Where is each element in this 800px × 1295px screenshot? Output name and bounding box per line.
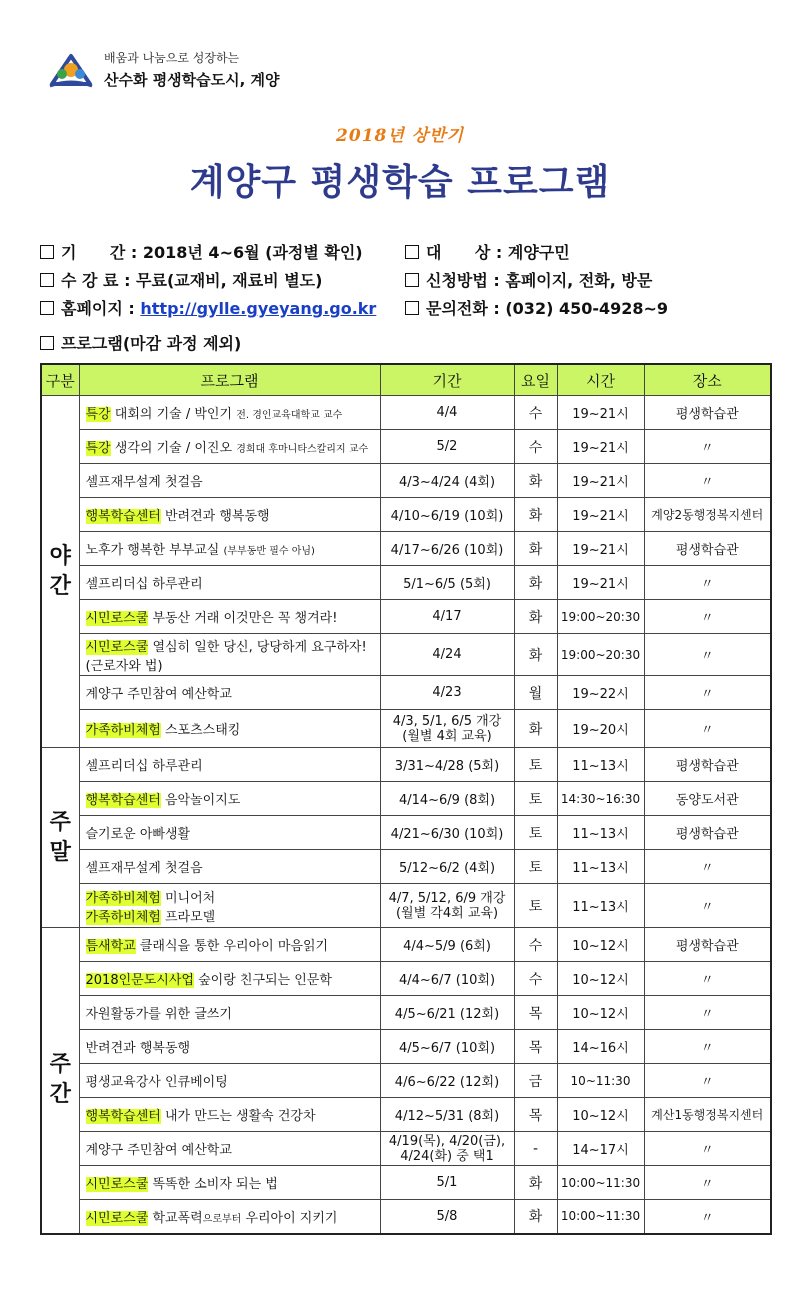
period-text: 4/14~6/9 (8회) [398,793,496,808]
time-cell: 19~21시 [557,566,644,600]
program-cell [79,566,380,600]
program-line [86,823,377,842]
place-cell: 평생학습관 [644,748,771,782]
table-row [41,498,771,532]
day-cell: 토 [514,850,557,884]
program-speaker: 이진오 [194,441,233,456]
program-title: 학교폭력 [152,1210,203,1226]
table-row [41,1166,771,1200]
day-cell: 화 [514,498,557,532]
time-cell: 14:30~16:30 [557,782,644,816]
period-cell [380,498,514,532]
checkbox-icon [405,301,419,315]
period-cell [380,748,514,782]
program-cell [79,1030,380,1064]
program-cell [79,710,380,748]
table-row [41,676,771,710]
program-line [86,573,377,592]
time-cell: 19~21시 [557,464,644,498]
day-cell: 목 [514,996,557,1030]
time-cell: 11~13시 [557,850,644,884]
program-title: (근로자와 법) [85,658,163,674]
time-cell: 19~21시 [557,498,644,532]
day-cell: 화 [514,600,557,634]
program-title: 똑똑한 소비자 되는 법 [152,1177,278,1192]
period-text: 4/17 [432,609,462,624]
period-cell [380,600,514,634]
category-char: 주 [49,809,71,835]
brand-name: 산수화 평생학습도시, 계양 [104,71,280,89]
place-cell: 〃 [644,464,771,498]
place-cell: 〃 [644,884,771,928]
day-cell: 수 [514,962,557,996]
period-text: 3/31~4/28 (5회) [394,759,500,774]
category-주간 [41,928,79,1234]
program-title: 내가 만드는 생활속 건강차 [165,1109,316,1124]
program-line [86,1139,377,1158]
program-line [86,906,377,925]
period-cell [380,962,514,996]
program-tag: 행복학습센터 [85,793,161,808]
program-tag: 가족하비체험 [85,909,161,925]
city-logo-icon [48,50,94,90]
period-cell [380,1200,514,1234]
category-주말 [41,748,79,928]
table-row [41,566,771,600]
table-row [41,850,771,884]
place-cell: 〃 [644,850,771,884]
program-cell [79,1200,380,1234]
program-title-tail: 우리아이 지키기 [241,1210,338,1226]
program-title: 생각의 기술 [114,441,182,456]
place-cell: 평생학습관 [644,396,771,430]
table-row [41,396,771,430]
period-cell [380,816,514,850]
program-line [86,1037,377,1056]
day-cell: 화 [514,532,557,566]
table-row [41,464,771,498]
time-cell: 10~12시 [557,962,644,996]
day-cell: 토 [514,884,557,928]
time-cell: 19~21시 [557,396,644,430]
program-cell [79,430,380,464]
program-title: 음악놀이지도 [165,793,241,808]
place-cell: 〃 [644,430,771,464]
table-row [41,1098,771,1132]
program-line [86,607,377,626]
place-cell: 〃 [644,1064,771,1098]
program-title: 슬기로운 아빠생활 [85,827,191,842]
period-text: 4/19(목), 4/20(금), [388,1133,506,1149]
place-cell: 평생학습관 [644,816,771,850]
time-cell: 10~11:30 [557,1064,644,1098]
program-line [86,1207,377,1226]
time-cell: 11~13시 [557,748,644,782]
program-line [86,1071,377,1090]
table-row [41,884,771,928]
place-cell: 평생학습관 [644,532,771,566]
program-heading: 프로그램(마감 과정 제외) [40,331,241,354]
checkbox-icon [405,273,419,287]
table-row [41,1064,771,1098]
day-cell: 화 [514,1166,557,1200]
period-cell [380,634,514,676]
program-tag: 가족하비체험 [85,890,161,906]
program-line [86,437,377,456]
table-row [41,962,771,996]
header-time: 시간 [557,364,644,396]
program-cell [79,996,380,1030]
program-title: 노후가 행복한 부부교실 [85,543,220,558]
day-cell: 금 [514,1064,557,1098]
program-title: 셀프재무설계 첫걸음 [85,475,203,490]
place-cell: 〃 [644,996,771,1030]
program-title: 부동산 거래 이것만은 꼭 챙겨라! [152,611,338,626]
time-cell: 19~21시 [557,430,644,464]
period-text: 5/1~6/5 (5회) [403,577,491,592]
category-char: 주 [49,1052,71,1078]
program-line [86,719,377,738]
period-cell [380,532,514,566]
program-tag: 시민로스쿨 [85,1177,149,1192]
program-cell [79,962,380,996]
program-title: 평생교육강사 인큐베이팅 [85,1075,228,1090]
time-cell: 14~16시 [557,1030,644,1064]
program-speaker-note: 경희대 후마니타스칼리지 교수 [236,444,369,455]
header-program: 프로그램 [79,364,380,396]
place-cell: 동양도서관 [644,782,771,816]
time-cell: 10:00~11:30 [557,1200,644,1234]
program-line [86,655,377,674]
table-row [41,928,771,962]
header-category: 구분 [41,364,79,396]
program-title: 미니어처 [165,890,216,906]
category-char: 야 [49,543,71,569]
program-line [86,1173,377,1192]
program-line [86,755,377,774]
program-title: 스포츠스태킹 [165,723,241,738]
program-tag: 시민로스쿨 [85,611,149,626]
day-cell: 화 [514,634,557,676]
period-cell [380,782,514,816]
time-cell: 19:00~20:30 [557,634,644,676]
table-row [41,430,771,464]
category-char: 간 [49,573,71,599]
program-line [86,789,377,808]
table-row [41,1200,771,1234]
time-cell: 19~21시 [557,532,644,566]
time-cell: 10~12시 [557,1098,644,1132]
program-note: (부부동반 필수 아님) [223,546,315,557]
program-title: 자원활동가를 위한 글쓰기 [85,1007,232,1022]
table-row [41,532,771,566]
info-homepage: 홈페이지 : http://gylle.gyeyang.go.kr [40,296,376,319]
tagline: 배움과 나눔으로 성장하는 [104,51,240,65]
place-cell: 〃 [644,710,771,748]
period-cell [380,1064,514,1098]
period-cell [380,1166,514,1200]
program-tag: 행복학습센터 [85,509,161,524]
table-row [41,600,771,634]
program-line [86,471,377,490]
period-text: 4/17~6/26 (10회) [390,543,504,558]
period-cell [380,1098,514,1132]
checkbox-icon [405,245,419,259]
place-cell: 〃 [644,1030,771,1064]
subtitle: 2018년 상반기 [336,126,464,146]
day-cell: - [514,1132,557,1166]
table-row [41,1030,771,1064]
program-title: 클래식을 통한 우리아이 마음읽기 [139,939,329,954]
period-text: 4/21~6/30 (10회) [390,827,504,842]
program-cell [79,748,380,782]
program-line [86,403,377,422]
place-cell: 평생학습관 [644,928,771,962]
day-cell: 수 [514,928,557,962]
program-tag: 가족하비체험 [85,723,161,738]
period-cell [380,1132,514,1166]
category-char: 말 [49,839,71,865]
period-text: 4/4 [436,405,458,420]
period-text: 4/5~6/21 (12회) [394,1007,500,1022]
period-text: 4/3, 5/1, 6/5 개강 [392,713,502,729]
checkbox-icon [40,273,54,287]
header-period: 기간 [380,364,514,396]
place-cell: 〃 [644,962,771,996]
table-row [41,748,771,782]
table-row [41,996,771,1030]
period-text: 4/24 [432,647,462,662]
time-cell: 19~20시 [557,710,644,748]
time-cell: 10:00~11:30 [557,1166,644,1200]
period-text: 4/4~5/9 (6회) [403,939,491,954]
day-cell: 화 [514,566,557,600]
period-cell [380,850,514,884]
program-line [86,683,377,702]
period-cell [380,1030,514,1064]
program-line [86,505,377,524]
period-text: 4/6~6/22 (12회) [394,1075,500,1090]
program-cell [79,634,380,676]
header-day: 요일 [514,364,557,396]
period-cell [380,884,514,928]
program-line [86,636,377,655]
day-cell: 수 [514,396,557,430]
info-phone: 문의전화 : (032) 450-4928~9 [405,296,668,319]
period-text: 4/23 [432,685,462,700]
program-tag: 2018인문도시사업 [85,973,194,988]
period-cell [380,710,514,748]
program-cell [79,850,380,884]
program-title: 셀프재무설계 첫걸음 [85,861,203,876]
program-tag: 특강 [85,441,111,456]
checkbox-icon [40,336,54,350]
program-title: 숲이랑 친구되는 인문학 [198,973,332,988]
table-row [41,1132,771,1166]
time-cell: 10~12시 [557,996,644,1030]
program-title: 반려견과 행복동행 [85,1041,191,1056]
period-cell [380,928,514,962]
program-speaker-note: 전. 경인교육대학교 교수 [236,410,343,421]
place-cell: 계양2동행정복지센터 [644,498,771,532]
program-cell [79,676,380,710]
page-title: 계양구 평생학습 프로그램 [189,162,611,203]
program-line [86,1003,377,1022]
day-cell: 토 [514,782,557,816]
day-cell: 수 [514,430,557,464]
time-cell: 19:00~20:30 [557,600,644,634]
info-period: 기 간 : 2018년 4~6월 (과정별 확인) [40,240,363,263]
period-cell [380,464,514,498]
period-cell [380,676,514,710]
program-title: 프라모델 [165,909,216,925]
category-야간 [41,396,79,748]
program-tag: 시민로스쿨 [85,1210,149,1226]
time-cell: 14~17시 [557,1132,644,1166]
table-header-row [41,364,771,396]
period-text: 5/12~6/2 (4회) [398,861,496,876]
program-table [40,363,772,1235]
program-speaker: 박인기 [194,407,233,422]
period-text: 5/2 [436,439,458,454]
period-cell [380,996,514,1030]
place-cell: 〃 [644,676,771,710]
place-cell: 〃 [644,1132,771,1166]
period-cell [380,396,514,430]
period-text: (월별 각4회 교육) [395,905,499,921]
period-text: 5/1 [436,1175,458,1190]
program-line [86,969,377,988]
program-title: 계양구 주민참여 예산학교 [85,687,232,702]
program-title: 열심히 일한 당신, 당당하게 요구하자! [152,639,367,655]
day-cell: 화 [514,464,557,498]
period-text: 4/12~5/31 (8회) [394,1109,500,1124]
day-cell: 목 [514,1098,557,1132]
program-title: 셀프리더십 하루관리 [85,577,203,592]
info-apply: 신청방법 : 홈페이지, 전화, 방문 [405,268,652,291]
period-cell [380,430,514,464]
period-text: 5/8 [436,1208,458,1224]
period-text: 4/5~6/7 (10회) [398,1041,496,1056]
program-line [86,857,377,876]
day-cell: 화 [514,1200,557,1234]
program-cell [79,600,380,634]
program-separator: / [181,441,195,456]
place-cell: 〃 [644,600,771,634]
period-text: 4/4~6/7 (10회) [398,973,496,988]
period-text: 4/24(화) 중 택1 [400,1148,494,1164]
period-text: (월별 4회 교육) [402,728,492,744]
program-cell [79,1132,380,1166]
table-row [41,710,771,748]
info-target: 대 상 : 계양구민 [405,240,570,263]
period-text: 4/10~6/19 (10회) [390,509,504,524]
time-cell: 10~12시 [557,928,644,962]
place-cell: 〃 [644,1200,771,1234]
header-place: 장소 [644,364,771,396]
homepage-link[interactable]: http://gylle.gyeyang.go.kr [140,299,377,318]
program-separator: / [181,407,195,422]
program-cell [79,928,380,962]
program-line [86,887,377,906]
time-cell: 19~22시 [557,676,644,710]
program-cell [79,532,380,566]
program-cell [79,464,380,498]
category-char: 간 [49,1082,71,1108]
program-title: 계양구 주민참여 예산학교 [85,1143,232,1158]
table-row [41,782,771,816]
program-cell [79,816,380,850]
period-text: 4/3~4/24 (4회) [398,475,496,490]
program-cell [79,782,380,816]
program-tag: 행복학습센터 [85,1109,161,1124]
program-line [86,539,377,558]
program-title: 반려견과 행복동행 [165,509,270,524]
program-line [86,935,377,954]
checkbox-icon [40,301,54,315]
program-cell [79,1098,380,1132]
program-tag: 시민로스쿨 [85,639,149,655]
info-fee: 수 강 료 : 무료(교재비, 재료비 별도) [40,268,322,291]
day-cell: 토 [514,748,557,782]
day-cell: 월 [514,676,557,710]
table-row [41,816,771,850]
program-cell [79,1064,380,1098]
time-cell: 11~13시 [557,816,644,850]
program-title: 셀프리더십 하루관리 [85,759,203,774]
program-cell [79,498,380,532]
program-cell [79,884,380,928]
program-tag: 틈새학교 [85,939,136,954]
program-line [86,1105,377,1124]
table-row [41,634,771,676]
checkbox-icon [40,245,54,259]
place-cell: 〃 [644,634,771,676]
place-cell: 〃 [644,566,771,600]
period-cell [380,566,514,600]
day-cell: 토 [514,816,557,850]
day-cell: 목 [514,1030,557,1064]
day-cell: 화 [514,710,557,748]
program-cell [79,1166,380,1200]
time-cell: 11~13시 [557,884,644,928]
program-tag: 특강 [85,407,111,422]
program-title-small: 으로부터 [202,1213,242,1225]
program-title: 대회의 기술 [114,407,182,422]
program-cell [79,396,380,430]
place-cell: 계산1동행정복지센터 [644,1098,771,1132]
place-cell: 〃 [644,1166,771,1200]
period-text: 4/7, 5/12, 6/9 개강 [388,890,506,906]
